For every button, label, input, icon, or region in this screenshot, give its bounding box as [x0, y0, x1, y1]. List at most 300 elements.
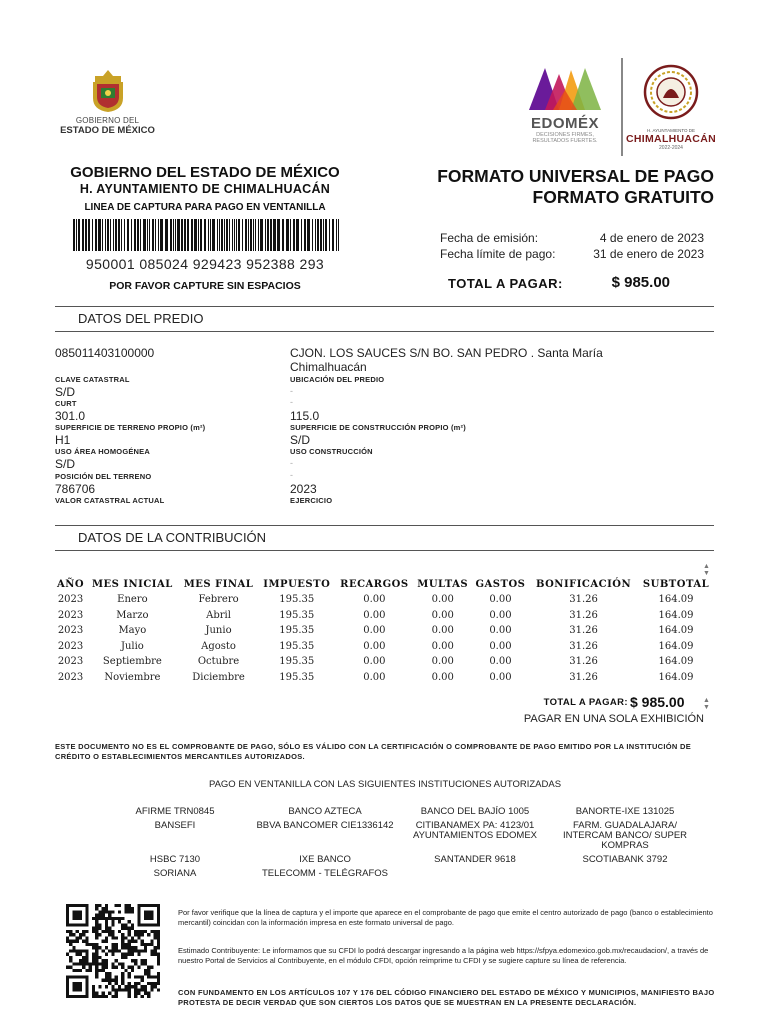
bank-item: BBVA BANCOMER CIE1336142: [256, 820, 394, 831]
qr-module: [72, 917, 75, 920]
barcode-bar: [325, 219, 327, 251]
table-cell: 2023: [57, 594, 84, 606]
qr-module: [124, 923, 127, 926]
barcode-bar: [160, 219, 163, 251]
qr-module: [98, 917, 101, 920]
qr-module: [147, 904, 150, 907]
qr-module: [102, 930, 105, 933]
qr-module: [124, 988, 127, 991]
qr-module: [134, 988, 137, 991]
qr-module: [131, 959, 134, 962]
qr-module: [105, 959, 108, 962]
qr-module: [157, 943, 160, 946]
qr-module: [98, 956, 101, 959]
qr-module: [131, 953, 134, 956]
qr-module: [144, 917, 147, 920]
qr-module: [102, 969, 105, 972]
qr-module: [137, 953, 140, 956]
barcode-bar: [217, 219, 218, 251]
qr-module: [141, 979, 144, 982]
column-header: MES INICIAL: [91, 578, 173, 590]
qr-module: [105, 995, 108, 998]
qr-module: [82, 940, 85, 943]
barcode-bar: [173, 219, 174, 251]
qr-module: [72, 933, 75, 936]
qr-module: [157, 910, 160, 913]
qr-module: [66, 936, 69, 939]
qr-module: [82, 966, 85, 969]
qr-module: [128, 953, 131, 956]
verify-note: Por favor verifique que la línea de captura y el importe que aparece en el comprobante de pago que emite el centro autorizado de pago (banco o establecimiento mercantil) coincidan con la información impresa en este formato universal de pago.: [178, 908, 713, 927]
qr-module: [85, 936, 88, 939]
barcode-bar: [152, 219, 154, 251]
barcode-bar: [177, 219, 180, 251]
qr-module: [137, 949, 140, 952]
qr-module: [115, 943, 118, 946]
qr-module: [92, 927, 95, 930]
table-cell: 31.26: [569, 625, 598, 637]
barcode-bar: [267, 219, 269, 251]
qr-module: [66, 914, 69, 917]
qr-module: [102, 992, 105, 995]
barcode-bar: [85, 219, 87, 251]
qr-module: [108, 979, 111, 982]
barcode-bar: [221, 219, 223, 251]
table-row: [55, 639, 714, 655]
qr-module: [85, 975, 88, 978]
qr-module: [92, 930, 95, 933]
qr-module: [95, 927, 98, 930]
qr-module: [137, 930, 140, 933]
qr-module: [102, 917, 105, 920]
table-cell: 0.00: [431, 640, 454, 652]
ayuntamiento-title: H. AYUNTAMIENTO DE CHIMALHUACÁN: [79, 182, 331, 196]
qr-module: [95, 949, 98, 952]
qr-module: [72, 904, 75, 907]
qr-module: [115, 995, 118, 998]
qr-module: [105, 953, 108, 956]
qr-module: [76, 914, 79, 917]
qr-module: [147, 982, 150, 985]
posicion-terreno-value: S/D: [55, 457, 76, 471]
qr-module: [144, 988, 147, 991]
barcode-bar: [137, 219, 139, 251]
table-cell: 164.09: [658, 656, 694, 668]
qr-module: [134, 933, 137, 936]
barcode: [73, 219, 341, 251]
qr-module: [102, 966, 105, 969]
table-cell: 0.00: [363, 609, 386, 621]
barcode-bar: [158, 219, 159, 251]
qr-module: [111, 943, 114, 946]
column-header: GASTOS: [475, 578, 526, 590]
qr-module: [111, 953, 114, 956]
qr-module: [89, 943, 92, 946]
qr-module: [157, 933, 160, 936]
posicion-terreno-label: POSICIÓN DEL TERRENO: [55, 472, 152, 481]
logo-divider: [621, 58, 623, 156]
table-cell: Febrero: [198, 594, 239, 606]
barcode-bar: [208, 219, 209, 251]
qr-module: [66, 979, 69, 982]
qr-module: [98, 969, 101, 972]
qr-module: [128, 940, 131, 943]
barcode-bar: [140, 219, 141, 251]
qr-module: [150, 914, 153, 917]
qr-module: [76, 995, 79, 998]
gobierno-edomex-logo: [50, 68, 165, 148]
qr-module: [102, 949, 105, 952]
barcode-bar: [115, 219, 117, 251]
qr-module: [98, 995, 101, 998]
qr-module: [115, 949, 118, 952]
qr-module: [108, 917, 111, 920]
qr-module: [102, 995, 105, 998]
qr-module: [85, 910, 88, 913]
table-cell: 2023: [57, 656, 84, 668]
bank-item: SANTANDER 9618: [434, 854, 516, 865]
qr-module: [98, 927, 101, 930]
qr-module: [66, 904, 69, 907]
barcode-bar: [253, 219, 254, 251]
qr-module: [105, 927, 108, 930]
qr-module: [121, 982, 124, 985]
barcode-bar: [232, 219, 233, 251]
qr-module: [128, 982, 131, 985]
qr-module: [79, 923, 82, 926]
sup-terreno-value: 301.0: [55, 409, 86, 423]
qr-module: [92, 959, 95, 962]
qr-module: [141, 923, 144, 926]
qr-module: [79, 949, 82, 952]
barcode-bar: [320, 219, 322, 251]
empty-mark: -: [290, 458, 293, 468]
qr-module: [121, 956, 124, 959]
table-cell: 0.00: [431, 656, 454, 668]
qr-module: [115, 946, 118, 949]
qr-module: [111, 995, 114, 998]
barcode-bar: [102, 219, 103, 251]
single-payment-note: PAGAR EN UNA SOLA EXHIBICIÓN: [523, 713, 704, 725]
fecha-emision-label: Fecha de emisión:: [440, 231, 539, 245]
qr-module: [95, 969, 98, 972]
table-cell: 0.00: [431, 609, 454, 621]
table-cell: Marzo: [116, 609, 149, 621]
barcode-bar: [219, 219, 220, 251]
clave-catastral-label: CLAVE CATASTRAL: [55, 375, 130, 384]
table-cell: 0.00: [363, 671, 386, 683]
qr-module: [76, 985, 79, 988]
table-cell: 195.35: [279, 594, 315, 606]
table-cell: 0.00: [363, 640, 386, 652]
qr-module: [141, 949, 144, 952]
table-cell: 0.00: [431, 671, 454, 683]
qr-module: [131, 940, 134, 943]
total-stepper-icon[interactable]: ▲ ▼: [703, 697, 710, 711]
qr-module: [118, 988, 121, 991]
divider: [55, 331, 714, 332]
barcode-bar: [273, 219, 276, 251]
qr-module: [115, 959, 118, 962]
qr-module: [121, 927, 124, 930]
qr-module: [79, 975, 82, 978]
qr-module: [85, 923, 88, 926]
qr-module: [154, 975, 157, 978]
qr-module: [79, 959, 82, 962]
qr-module: [121, 940, 124, 943]
barcode-bar: [121, 219, 122, 251]
qr-module: [128, 930, 131, 933]
qr-module: [92, 988, 95, 991]
qr-module: [111, 910, 114, 913]
table-cell: 31.26: [569, 609, 598, 621]
qr-module: [137, 917, 140, 920]
qr-module: [154, 949, 157, 952]
qr-module: [121, 923, 124, 926]
barcode-bar: [92, 219, 93, 251]
qr-module: [154, 923, 157, 926]
qr-module: [157, 946, 160, 949]
bank-item: SCOTIABANK 3792: [582, 854, 668, 865]
formato-title: FORMATO UNIVERSAL DE PAGO: [437, 166, 714, 186]
table-total-label: TOTAL A PAGAR:: [543, 697, 628, 708]
qr-module: [98, 904, 101, 907]
qr-module: [76, 940, 79, 943]
qr-module: [137, 982, 140, 985]
qr-module: [66, 920, 69, 923]
qr-module: [72, 975, 75, 978]
qr-module: [121, 972, 124, 975]
qr-module: [79, 982, 82, 985]
qr-module: [131, 923, 134, 926]
qr-module: [134, 992, 137, 995]
qr-module: [105, 979, 108, 982]
divider: [55, 306, 714, 307]
qr-module: [124, 936, 127, 939]
table-cell: 2023: [57, 609, 84, 621]
qr-module: [134, 975, 137, 978]
qr-module: [150, 966, 153, 969]
total-value: $ 985.00: [611, 274, 670, 291]
empty-mark: -: [290, 397, 293, 407]
qr-module: [66, 907, 69, 910]
qr-module: [154, 904, 157, 907]
qr-module: [105, 920, 108, 923]
qr-module: [137, 988, 140, 991]
barcode-bar: [226, 219, 228, 251]
qr-module: [79, 936, 82, 939]
fecha-emision-value: 4 de enero de 2023: [599, 231, 704, 245]
barcode-bar: [187, 219, 189, 251]
qr-module: [95, 920, 98, 923]
qr-module: [85, 982, 88, 985]
barcode-bar: [170, 219, 172, 251]
qr-module: [131, 985, 134, 988]
qr-module: [98, 923, 101, 926]
table-cell: 0.00: [489, 640, 512, 652]
qr-module: [95, 992, 98, 995]
qr-module: [147, 972, 150, 975]
barcode-bar: [236, 219, 237, 251]
qr-module: [111, 946, 114, 949]
qr-module: [121, 933, 124, 936]
ubicacion-value: CJON. LOS SAUCES S/N BO. SAN PEDRO . Santa María Chimalhuacán: [290, 346, 603, 374]
qr-module: [115, 966, 118, 969]
column-header: MES FINAL: [183, 578, 254, 590]
qr-module: [150, 917, 153, 920]
qr-module: [85, 969, 88, 972]
qr-module: [102, 940, 105, 943]
qr-module: [108, 972, 111, 975]
valor-catastral-label: VALOR CATASTRAL ACTUAL: [55, 496, 165, 505]
qr-module: [85, 953, 88, 956]
ubicacion-label: UBICACIÓN DEL PREDIO: [290, 375, 385, 384]
barcode-bar: [134, 219, 136, 251]
bank-list: [100, 807, 720, 879]
qr-module: [82, 959, 85, 962]
edomex-tagline-2: RESULTADOS FUERTES.: [532, 138, 598, 144]
predio-section-title: DATOS DEL PREDIO: [78, 311, 204, 326]
qr-module: [66, 995, 69, 998]
qr-module: [105, 923, 108, 926]
qr-module: [124, 985, 127, 988]
bank-item: HSBC 7130: [149, 854, 201, 865]
sup-construccion-label: SUPERFICIE DE CONSTRUCCIÓN PROPIO (m²): [290, 423, 466, 432]
qr-module: [76, 917, 79, 920]
barcode-bar: [107, 219, 109, 251]
qr-module: [85, 930, 88, 933]
table-cell: 2023: [57, 671, 84, 683]
barcode-bar: [165, 219, 168, 251]
qr-module: [147, 917, 150, 920]
barcode-bar: [329, 219, 330, 251]
qr-module: [76, 982, 79, 985]
qr-module: [147, 975, 150, 978]
qr-module: [124, 927, 127, 930]
qr-module: [154, 930, 157, 933]
capture-hint: POR FAVOR CAPTURE SIN ESPACIOS: [109, 280, 301, 292]
qr-module: [118, 985, 121, 988]
qr-module: [66, 910, 69, 913]
government-title: GOBIERNO DEL ESTADO DE MÉXICO: [70, 164, 340, 181]
qr-module: [111, 920, 114, 923]
qr-module: [102, 910, 105, 913]
bank-item: BANCO AZTECA: [288, 806, 362, 817]
gob-logo-line1: GOBIERNO DEL: [75, 116, 140, 125]
chim-logo-line3: 2022-2024: [659, 145, 683, 151]
table-cell: Junio: [205, 625, 232, 637]
qr-module: [85, 988, 88, 991]
qr-module: [154, 933, 157, 936]
barcode-bar: [95, 219, 97, 251]
uso-construccion-label: USO CONSTRUCCIÓN: [290, 447, 373, 456]
qr-module: [79, 910, 82, 913]
qr-module: [141, 933, 144, 936]
qr-module: [150, 910, 153, 913]
qr-module: [150, 940, 153, 943]
qr-module: [98, 962, 101, 965]
qr-module: [95, 953, 98, 956]
qr-module: [69, 975, 72, 978]
qr-module: [95, 904, 98, 907]
qr-module: [76, 930, 79, 933]
empty-mark: -: [290, 470, 293, 480]
edomex-tagline-1: DECISIONES FIRMES,: [536, 132, 594, 138]
qr-module: [79, 985, 82, 988]
qr-module: [144, 985, 147, 988]
qr-module: [79, 904, 82, 907]
fecha-limite-label: Fecha límite de pago:: [440, 247, 556, 261]
qr-module: [137, 914, 140, 917]
table-total-value: $ 985.00: [630, 694, 685, 710]
barcode-bar: [149, 219, 150, 251]
qr-module: [102, 962, 105, 965]
barcode-bar: [131, 219, 132, 251]
qr-module: [85, 985, 88, 988]
qr-module: [79, 962, 82, 965]
qr-module: [72, 962, 75, 965]
cfdi-note: Estimado Contribuyente: Le informamos que su CFDI lo podrá descargar ingresando a la página web https://sfpya.edomexico.gob.mx/recaudacion/, a través de nuestro Portal de Servicios al Contribuyente, en el módulo CFDI, opción reimprime tu CFDI y se sugiere capture su línea de referencia.: [178, 946, 709, 965]
qr-module: [69, 959, 72, 962]
qr-module: [79, 933, 82, 936]
table-cell: 0.00: [431, 594, 454, 606]
qr-module: [154, 936, 157, 939]
qr-module: [98, 914, 101, 917]
column-header: RECARGOS: [340, 578, 409, 590]
qr-module: [85, 979, 88, 982]
qr-module: [115, 979, 118, 982]
qr-module: [128, 904, 131, 907]
qr-module: [147, 992, 150, 995]
qr-module: [105, 975, 108, 978]
qr-module: [137, 975, 140, 978]
qr-module: [134, 962, 137, 965]
barcode-bar: [155, 219, 156, 251]
qr-module: [154, 985, 157, 988]
qr-module: [79, 917, 82, 920]
qr-module: [111, 985, 114, 988]
sup-terreno-label: SUPERFICIE DE TERRENO PROPIO (m²): [55, 423, 206, 432]
qr-module: [147, 910, 150, 913]
qr-module: [95, 995, 98, 998]
table-cell: 0.00: [489, 594, 512, 606]
qr-module: [72, 946, 75, 949]
qr-module: [105, 930, 108, 933]
table-body: [55, 592, 714, 685]
barcode-bar: [234, 219, 235, 251]
qr-module: [150, 988, 153, 991]
qr-module: [144, 910, 147, 913]
qr-module: [128, 972, 131, 975]
qr-module: [134, 959, 137, 962]
qr-module: [131, 966, 134, 969]
qr-module: [147, 914, 150, 917]
barcode-bar: [124, 219, 125, 251]
barcode-bar: [250, 219, 252, 251]
qr-module: [157, 962, 160, 965]
coat-of-arms-icon: [87, 68, 129, 114]
barcode-bar: [260, 219, 263, 251]
barcode-bar: [210, 219, 211, 251]
qr-module: [141, 988, 144, 991]
qr-module: [134, 949, 137, 952]
qr-module: [92, 953, 95, 956]
qr-module: [144, 962, 147, 965]
edomex-wordmark: EDOMÉX: [530, 115, 599, 132]
barcode-number: 950001 085024 929423 952388 293: [85, 256, 325, 272]
qr-module: [118, 917, 121, 920]
scroll-arrows-icon[interactable]: ▲ ▼: [703, 563, 710, 577]
